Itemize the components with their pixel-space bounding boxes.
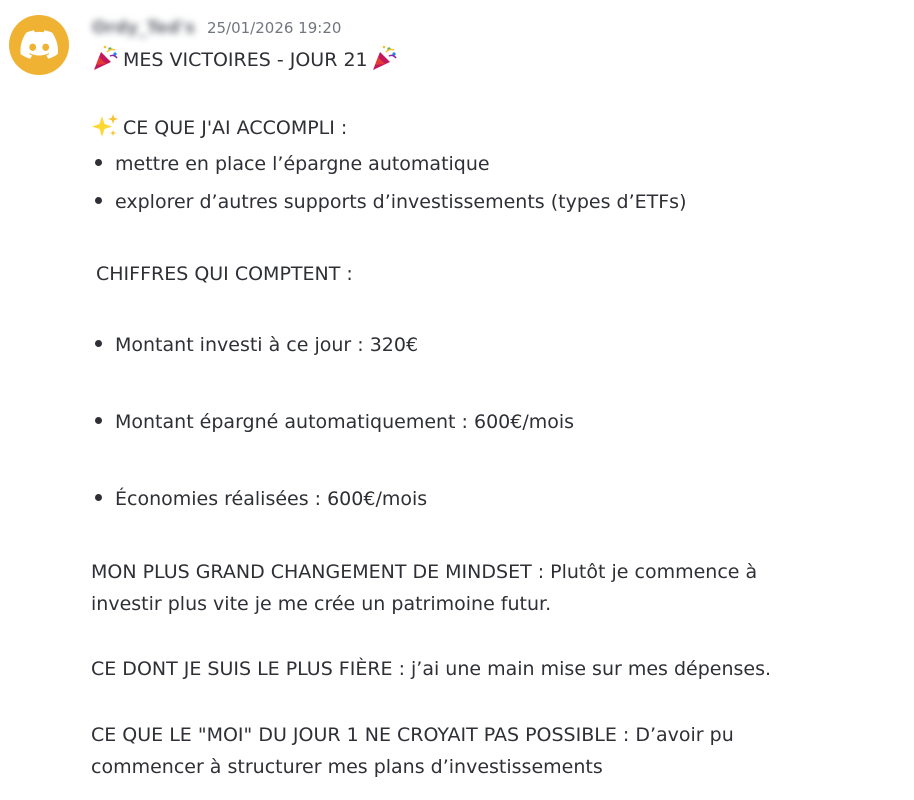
bullet-dot: [95, 197, 102, 204]
list-item: [91, 406, 574, 438]
proud-line: CE DONT JE SUIS LE PLUS FIÈRE : j’ai une main mise sur mes dépenses.: [91, 658, 772, 680]
day1-line-1: CE QUE LE "MOI" DU JOUR 1 NE CROYAIT PAS POSSIBLE : D’avoir pu: [91, 724, 734, 746]
bullet-dot: [95, 340, 102, 347]
title-text: MES VICTOIRES - JOUR 21: [123, 49, 368, 71]
message-header: [92, 17, 341, 39]
accomplished-heading-text: CE QUE J'AI ACCOMPLI :: [123, 117, 348, 139]
list-item-text: Montant investi à ce jour : 320€: [115, 334, 419, 356]
message-title: [91, 44, 398, 76]
timestamp[interactable]: 25/01/2026 19:20: [206, 19, 342, 37]
username[interactable]: Ordy_Ted's: [92, 18, 195, 38]
list-item: [91, 329, 418, 361]
day1-line-2: commencer à structurer mes plans d’investissements: [91, 756, 603, 778]
party-popper-icon: [370, 44, 398, 72]
list-item: [91, 483, 427, 515]
mindset-line-2: investir plus vite je me crée un patrimoine futur.: [91, 593, 552, 615]
figures-heading: CHIFFRES QUI COMPTENT :: [96, 263, 353, 285]
party-popper-icon: [91, 44, 119, 72]
bullet-dot: [95, 417, 102, 424]
discord-logo-icon: [20, 30, 58, 60]
list-item-text: explorer d’autres supports d’investissements (types d’ETFs): [115, 191, 687, 213]
avatar[interactable]: [9, 15, 69, 75]
list-item-text: mettre en place l’épargne automatique: [115, 153, 490, 175]
bullet-dot: [95, 159, 102, 166]
sparkles-icon: [91, 112, 119, 140]
list-item-text: Économies réalisées : 600€/mois: [115, 488, 428, 510]
accomplished-heading: [91, 112, 347, 144]
mindset-line-1: MON PLUS GRAND CHANGEMENT DE MINDSET : Plutôt je commence à: [91, 561, 758, 583]
list-item: [91, 186, 686, 218]
bullet-dot: [95, 494, 102, 501]
list-item: [91, 148, 490, 180]
list-item-text: Montant épargné automatiquement : 600€/mois: [115, 411, 575, 433]
